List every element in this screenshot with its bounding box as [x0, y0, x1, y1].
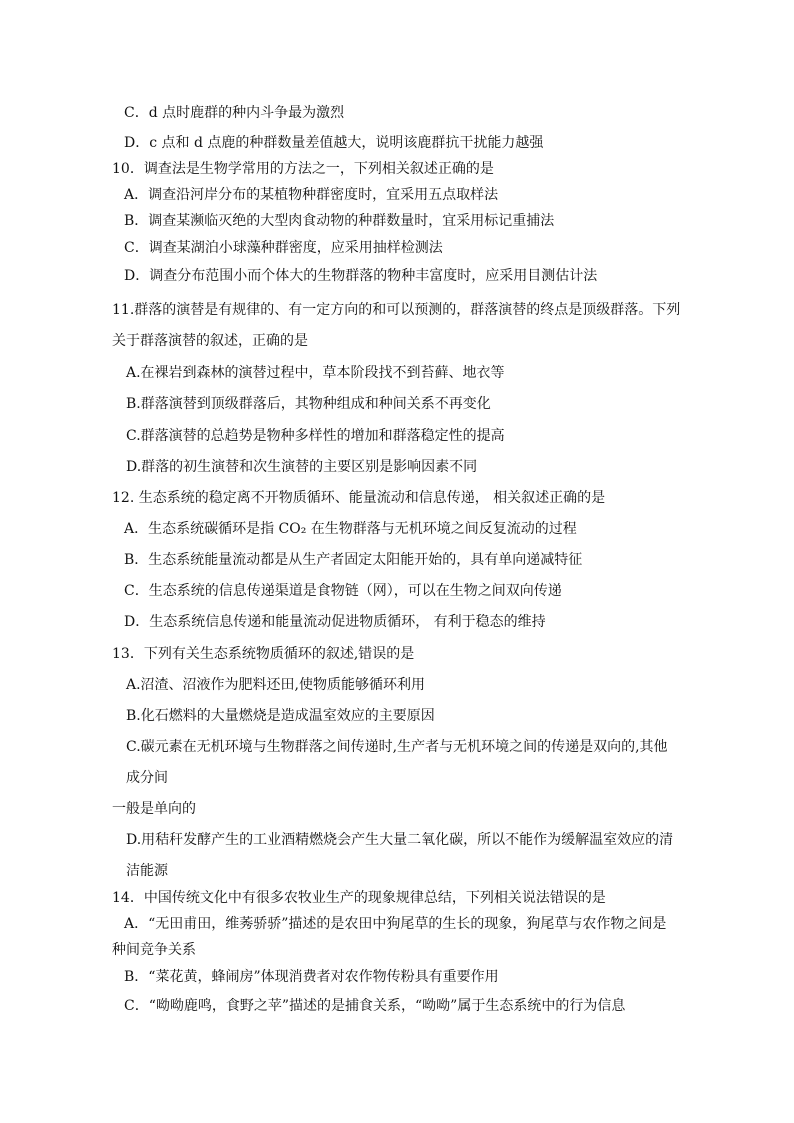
q11-option-c: C.群落演替的总趋势是物种多样性的增加和群落稳定性的提高 — [126, 428, 505, 444]
q11-stem-line-2: 关于群落演替的叙述，正确的是 — [112, 333, 308, 349]
q10-option-b: B．调查某濒临灭绝的大型肉食动物的种群数量时，宜采用标记重捕法 — [124, 213, 555, 229]
q10-stem: 10．调查法是生物学常用的方法之一，下列相关叙述正确的是 — [112, 161, 494, 177]
q11-stem-line-1: 11.群落的演替是有规律的、有一定方向的和可以预测的，群落演替的终点是顶级群落。下列 — [112, 302, 681, 318]
q13-stem: 13．下列有关生态系统物质循环的叙述,错误的是 — [112, 646, 415, 662]
q10-option-c: C．调查某湖泊小球藻种群密度，应采用抽样检测法 — [124, 240, 443, 256]
q13-option-d-line-1: D.用秸秆发酵产生的工业酒精燃烧会产生大量二氧化碳，所以不能作为缓解温室效应的清 — [126, 832, 674, 848]
q11-option-a: A.在裸岩到森林的演替过程中，草本阶段找不到苔藓、地衣等 — [126, 365, 505, 381]
q12-option-d: D．生态系统信息传递和能量流动促进物质循环， 有利于稳态的维持 — [124, 614, 546, 630]
q12-option-a: A．生态系统碳循环是指 CO₂ 在生物群落与无机环境之间反复流动的过程 — [124, 521, 577, 537]
q14-option-c: C．“呦呦鹿鸣，食野之苹”描述的是捕食关系，“呦呦”属于生态系统中的行为信息 — [124, 998, 626, 1014]
q11-option-d: D.群落的初生演替和次生演替的主要区别是影响因素不同 — [126, 459, 478, 475]
q12-option-c: C．生态系统的信息传递渠道是食物链（网），可以在生物之间双向传递 — [124, 583, 562, 599]
q9-option-c: C．d 点时鹿群的种内斗争最为激烈 — [124, 105, 345, 121]
q13-option-b: B.化石燃料的大量燃烧是造成温室效应的主要原因 — [126, 708, 435, 724]
q10-option-a: A．调查沿河岸分布的某植物种群密度时，宜采用五点取样法 — [124, 187, 499, 203]
q13-option-c-line-3: 一般是单向的 — [112, 801, 196, 817]
q14-option-a-line-1: A．“无田甫田，维莠骄骄”描述的是农田中狗尾草的生长的现象，狗尾草与农作物之间是 — [124, 916, 667, 932]
q13-option-c-line-2: 成分间 — [126, 770, 168, 786]
q13-option-d-line-2: 洁能源 — [126, 863, 168, 879]
q13-option-a: A.沼渣、沼液作为肥料还田,使物质能够循环利用 — [126, 677, 426, 693]
q14-option-a-line-2: 种间竞争关系 — [112, 942, 196, 958]
q12-option-b: B．生态系统能量流动都是从生产者固定太阳能开始的，具有单向递减特征 — [124, 552, 583, 568]
q12-stem: 12. 生态系统的稳定离不开物质循环、能量流动和信息传递， 相关叙述正确的是 — [112, 490, 606, 506]
q10-option-d: D．调查分布范围小而个体大的生物群落的物种丰富度时，应采用目测估计法 — [124, 268, 598, 284]
q14-option-b: B．“菜花黄，蜂闹房”体现消费者对农作物传粉具有重要作用 — [124, 969, 499, 985]
q14-stem: 14．中国传统文化中有很多农牧业生产的现象规律总结，下列相关说法错误的是 — [112, 890, 606, 906]
q11-option-b: B.群落演替到顶级群落后，其物种组成和种间关系不再变化 — [126, 396, 491, 412]
q13-option-c-line-1: C.碳元素在无机环境与生物群落之间传递时,生产者与无机环境之间的传递是双向的,其他 — [126, 739, 668, 755]
q9-option-d: D．c 点和 d 点鹿的种群数量差值越大，说明该鹿群抗干扰能力越强 — [124, 135, 544, 151]
